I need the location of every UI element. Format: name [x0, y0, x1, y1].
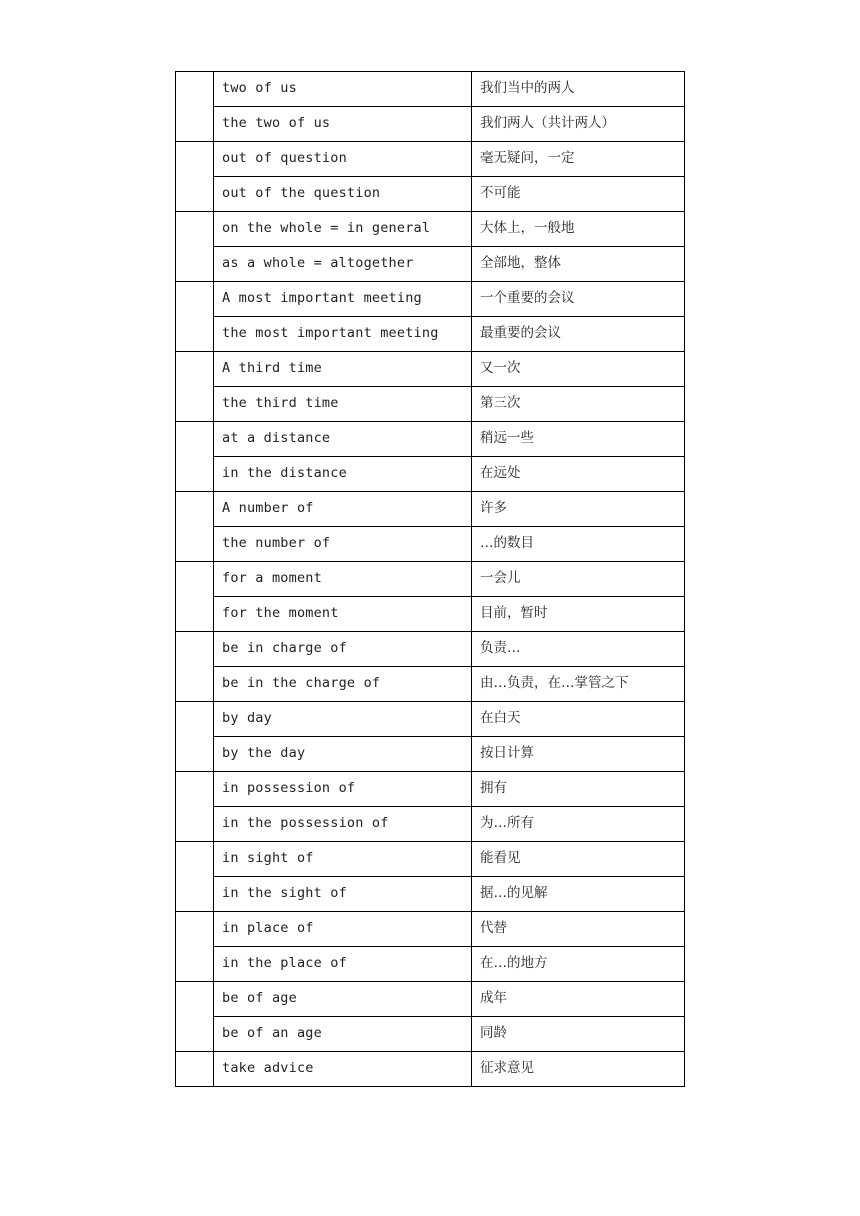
table-row [176, 877, 685, 912]
english-phrase-cell: the two of us [214, 107, 472, 142]
chinese-meaning-cell: 代替 [472, 912, 685, 947]
english-phrase-cell: take advice [214, 1052, 472, 1087]
table-row [176, 772, 685, 807]
english-phrase-cell: by the day [214, 737, 472, 772]
group-index-cell [176, 282, 214, 352]
group-index-cell [176, 142, 214, 212]
english-phrase-cell: out of the question [214, 177, 472, 212]
table-row [176, 282, 685, 317]
english-phrase-cell: the third time [214, 387, 472, 422]
chinese-meaning-cell: 负责… [472, 632, 685, 667]
phrase-table-body [176, 72, 685, 1087]
table-row [176, 982, 685, 1017]
english-phrase-cell: in the place of [214, 947, 472, 982]
english-phrase-cell: as a whole = altogether [214, 247, 472, 282]
chinese-meaning-cell: 在…的地方 [472, 947, 685, 982]
chinese-meaning-cell: 目前，暂时 [472, 597, 685, 632]
table-row [176, 212, 685, 247]
chinese-meaning-cell: 又一次 [472, 352, 685, 387]
chinese-meaning-cell: 一个重要的会议 [472, 282, 685, 317]
table-row [176, 492, 685, 527]
table-row [176, 562, 685, 597]
english-phrase-cell: A number of [214, 492, 472, 527]
english-phrase-cell: in sight of [214, 842, 472, 877]
chinese-meaning-cell: …的数目 [472, 527, 685, 562]
table-row [176, 807, 685, 842]
chinese-meaning-cell: 最重要的会议 [472, 317, 685, 352]
group-index-cell [176, 982, 214, 1052]
english-phrase-cell: in the sight of [214, 877, 472, 912]
chinese-meaning-cell: 能看见 [472, 842, 685, 877]
chinese-meaning-cell: 一会儿 [472, 562, 685, 597]
table-row [176, 142, 685, 177]
chinese-meaning-cell: 不可能 [472, 177, 685, 212]
group-index-cell [176, 1052, 214, 1087]
group-index-cell [176, 352, 214, 422]
group-index-cell [176, 562, 214, 632]
english-phrase-cell: the most important meeting [214, 317, 472, 352]
table-row [176, 387, 685, 422]
english-phrase-cell: out of question [214, 142, 472, 177]
english-phrase-cell: by day [214, 702, 472, 737]
chinese-meaning-cell: 由…负责，在…掌管之下 [472, 667, 685, 702]
english-phrase-cell: in place of [214, 912, 472, 947]
group-index-cell [176, 772, 214, 842]
chinese-meaning-cell: 按日计算 [472, 737, 685, 772]
chinese-meaning-cell: 拥有 [472, 772, 685, 807]
english-phrase-cell: on the whole = in general [214, 212, 472, 247]
chinese-meaning-cell: 征求意见 [472, 1052, 685, 1087]
table-row [176, 177, 685, 212]
table-row [176, 1052, 685, 1087]
table-row [176, 737, 685, 772]
group-index-cell [176, 702, 214, 772]
english-phrase-cell: be of age [214, 982, 472, 1017]
english-phrase-cell: A third time [214, 352, 472, 387]
table-row [176, 457, 685, 492]
chinese-meaning-cell: 许多 [472, 492, 685, 527]
chinese-meaning-cell: 第三次 [472, 387, 685, 422]
english-phrase-cell: in possession of [214, 772, 472, 807]
table-row [176, 352, 685, 387]
english-phrase-cell: A most important meeting [214, 282, 472, 317]
chinese-meaning-cell: 稍远一些 [472, 422, 685, 457]
table-row [176, 72, 685, 107]
chinese-meaning-cell: 全部地，整体 [472, 247, 685, 282]
table-row [176, 422, 685, 457]
english-phrase-cell: in the distance [214, 457, 472, 492]
chinese-meaning-cell: 据…的见解 [472, 877, 685, 912]
chinese-meaning-cell: 大体上，一般地 [472, 212, 685, 247]
table-row [176, 107, 685, 142]
english-phrase-cell: be of an age [214, 1017, 472, 1052]
english-phrase-cell: in the possession of [214, 807, 472, 842]
chinese-meaning-cell: 同龄 [472, 1017, 685, 1052]
english-phrase-cell: two of us [214, 72, 472, 107]
english-phrase-cell: the number of [214, 527, 472, 562]
table-row [176, 527, 685, 562]
table-row [176, 702, 685, 737]
chinese-meaning-cell: 成年 [472, 982, 685, 1017]
group-index-cell [176, 72, 214, 142]
table-row [176, 912, 685, 947]
table-row [176, 597, 685, 632]
table-row [176, 842, 685, 877]
table-row [176, 947, 685, 982]
group-index-cell [176, 422, 214, 492]
chinese-meaning-cell: 在白天 [472, 702, 685, 737]
english-phrase-cell: be in the charge of [214, 667, 472, 702]
group-index-cell [176, 492, 214, 562]
group-index-cell [176, 212, 214, 282]
group-index-cell [176, 842, 214, 912]
phrase-table [175, 71, 685, 1087]
chinese-meaning-cell: 我们当中的两人 [472, 72, 685, 107]
english-phrase-cell: for a moment [214, 562, 472, 597]
english-phrase-cell: for the moment [214, 597, 472, 632]
group-index-cell [176, 632, 214, 702]
table-row [176, 247, 685, 282]
english-phrase-cell: be in charge of [214, 632, 472, 667]
chinese-meaning-cell: 为…所有 [472, 807, 685, 842]
table-row [176, 667, 685, 702]
english-phrase-cell: at a distance [214, 422, 472, 457]
chinese-meaning-cell: 在远处 [472, 457, 685, 492]
chinese-meaning-cell: 毫无疑问，一定 [472, 142, 685, 177]
table-row [176, 1017, 685, 1052]
table-row [176, 317, 685, 352]
table-row [176, 632, 685, 667]
group-index-cell [176, 912, 214, 982]
chinese-meaning-cell: 我们两人（共计两人） [472, 107, 685, 142]
